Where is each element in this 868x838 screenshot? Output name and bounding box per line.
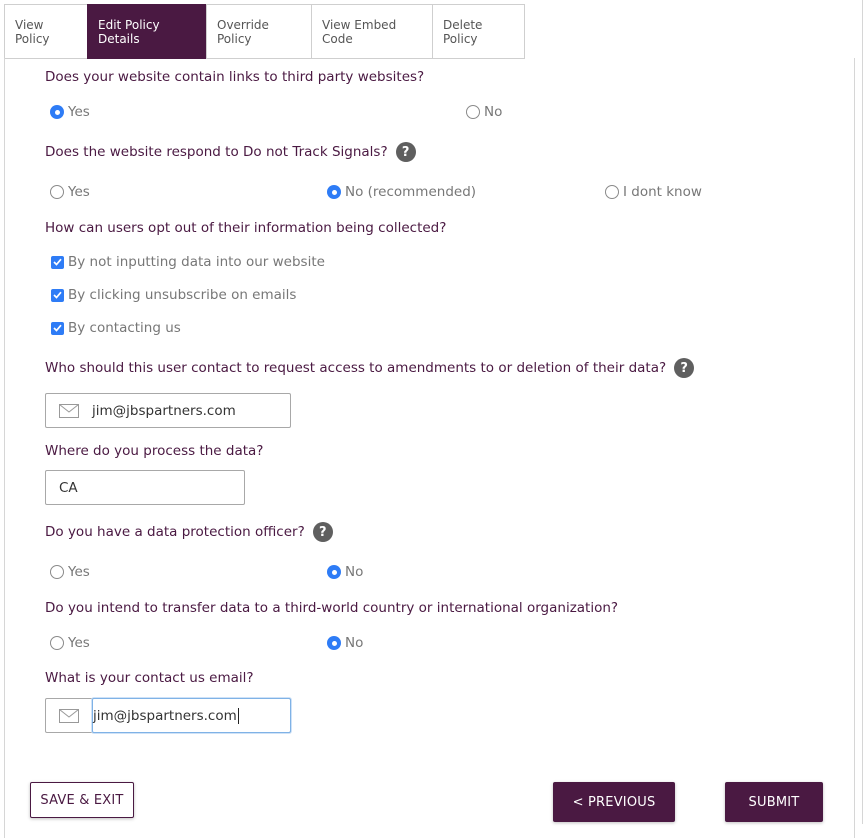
question-label: Does the website respond to Do not Track Signals? <box>45 144 388 160</box>
radio-dnt-unknown[interactable] <box>605 184 702 200</box>
radio-dnt-yes[interactable] <box>50 184 90 200</box>
radio-empty-icon <box>466 105 480 119</box>
radio-third-party-yes[interactable] <box>50 104 90 120</box>
question-label: Where do you process the data? <box>45 443 264 459</box>
option-label: No <box>345 564 364 580</box>
question-third-party-links <box>45 69 424 85</box>
option-label: By clicking unsubscribe on emails <box>68 287 297 303</box>
radio-empty-icon <box>605 185 619 199</box>
checkmark-icon <box>51 256 64 269</box>
radio-dpo-yes[interactable] <box>50 564 90 580</box>
question-label: Do you have a data protection officer? <box>45 524 305 540</box>
data-contact-email-value[interactable]: jim@jbspartners.com <box>92 402 236 419</box>
question-label: Who should this user contact to request access to amendments to or deletion of their data? <box>45 360 667 376</box>
window-edge <box>862 0 863 824</box>
question-process-location <box>45 443 263 459</box>
option-label: By contacting us <box>68 320 181 336</box>
option-label: No <box>345 635 364 651</box>
data-contact-email-input[interactable] <box>45 393 291 428</box>
help-icon[interactable]: ? <box>396 142 416 162</box>
mail-icon <box>46 394 92 427</box>
radio-dnt-no[interactable] <box>327 184 476 200</box>
radio-empty-icon <box>50 565 64 579</box>
tab-edit-policy-details[interactable]: Edit Policy Details <box>87 4 206 59</box>
save-exit-button[interactable]: SAVE & EXIT <box>30 782 134 818</box>
radio-third-party-no[interactable] <box>466 104 502 120</box>
option-label: I dont know <box>623 184 702 200</box>
question-label: Does your website contain links to third party websites? <box>45 69 425 85</box>
question-label: How can users opt out of their information being collected? <box>45 220 447 236</box>
process-location-input[interactable] <box>45 470 245 505</box>
radio-selected-icon <box>327 565 341 579</box>
option-label: By not inputting data into our website <box>68 254 325 270</box>
question-opt-out <box>45 220 446 236</box>
mail-icon <box>46 699 92 732</box>
radio-dpo-no[interactable] <box>327 564 363 580</box>
checkmark-icon <box>51 289 64 302</box>
tab-view-policy[interactable]: View Policy <box>4 4 87 59</box>
help-icon[interactable]: ? <box>313 522 333 542</box>
question-contact-email <box>45 670 254 686</box>
contact-email-focused-field[interactable] <box>92 698 291 733</box>
radio-empty-icon <box>50 185 64 199</box>
radio-selected-icon <box>327 185 341 199</box>
option-label: Yes <box>68 184 90 200</box>
checkbox-unsubscribe-emails[interactable] <box>51 287 296 303</box>
tab-view-embed-code[interactable]: View Embed Code <box>311 4 432 59</box>
process-location-value[interactable]: CA <box>59 479 78 496</box>
radio-transfer-yes[interactable] <box>50 635 90 651</box>
radio-transfer-no[interactable] <box>327 635 363 651</box>
tab-delete-policy[interactable]: Delete Policy <box>432 4 525 59</box>
previous-button[interactable]: < PREVIOUS <box>553 782 675 822</box>
question-data-contact <box>45 358 694 378</box>
checkbox-contacting-us[interactable] <box>51 320 181 336</box>
tab-bar <box>4 4 525 59</box>
option-label: No <box>484 104 503 120</box>
text-caret <box>238 708 239 724</box>
radio-selected-icon <box>50 105 64 119</box>
question-label: What is your contact us email? <box>45 670 254 686</box>
submit-button[interactable]: SUBMIT <box>725 782 823 822</box>
question-do-not-track <box>45 142 416 162</box>
option-label: Yes <box>68 635 90 651</box>
help-icon[interactable]: ? <box>674 358 694 378</box>
option-label: Yes <box>68 564 90 580</box>
question-label: Do you intend to transfer data to a third-world country or international organization? <box>45 600 619 616</box>
tab-override-policy[interactable]: Override Policy <box>206 4 311 59</box>
contact-email-value[interactable]: jim@jbspartners.com <box>93 707 237 724</box>
radio-empty-icon <box>50 636 64 650</box>
question-transfer-data <box>45 600 618 616</box>
question-dpo <box>45 522 333 542</box>
option-label: Yes <box>68 104 90 120</box>
checkbox-not-inputting-data[interactable] <box>51 254 325 270</box>
checkmark-icon <box>51 322 64 335</box>
contact-email-input[interactable] <box>45 698 291 733</box>
option-label: No (recommended) <box>345 184 477 200</box>
radio-selected-icon <box>327 636 341 650</box>
